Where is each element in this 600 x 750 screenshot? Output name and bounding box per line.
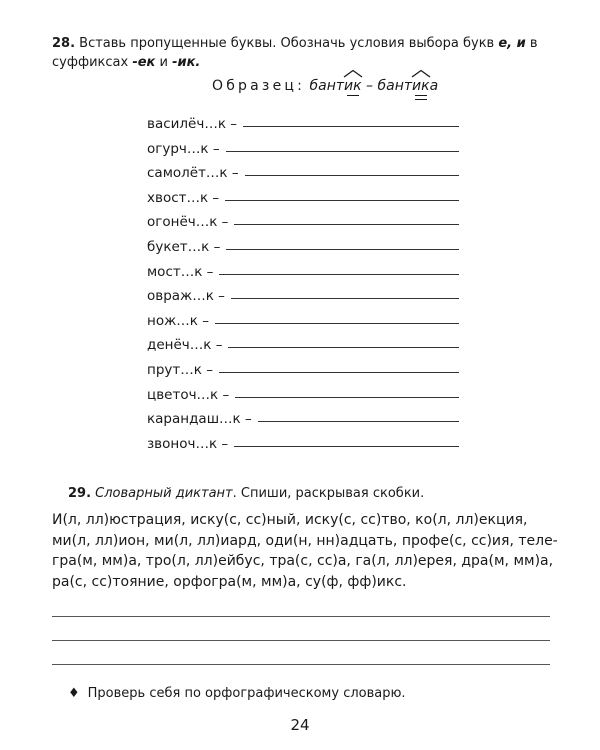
writing-line-2[interactable] [52, 640, 550, 641]
word-row-10 [147, 333, 459, 353]
writing-line-3[interactable] [52, 664, 550, 665]
sample-word-2-suffix: ик [412, 78, 430, 94]
answer-line[interactable] [234, 223, 459, 225]
word-row-4 [147, 186, 459, 206]
word-prompt: нож…к – [147, 313, 209, 329]
instruction-text-start: Вставь пропущенные буквы. Обозначь условия выбора букв [75, 36, 499, 51]
sample-word-2-suffix-mark [412, 78, 430, 94]
page-number: 24 [290, 716, 310, 734]
word-row-12 [147, 383, 459, 403]
instruction-text-mid: в суффиксах [52, 36, 538, 70]
sample-word-1 [309, 78, 361, 94]
answer-line[interactable] [219, 273, 459, 275]
sample-word-1-stem: бант [309, 78, 345, 94]
word-row-3 [147, 161, 459, 181]
task-28-number: 28. [52, 36, 76, 51]
self-check-note [68, 686, 406, 701]
task-29-title-italic: Словарный диктант [91, 486, 233, 501]
task-28-instruction [52, 34, 562, 72]
answer-line[interactable] [219, 371, 459, 373]
note-text: Проверь себя по орфографическому словарю. [87, 686, 406, 701]
word-prompt: самолёт…к – [147, 165, 239, 181]
answer-line[interactable] [245, 174, 459, 176]
word-prompt: огурч…к – [147, 141, 220, 157]
answer-line[interactable] [258, 420, 459, 422]
answer-line[interactable] [235, 396, 459, 398]
word-prompt: мост…к – [147, 264, 214, 280]
double-underline-mark [415, 95, 427, 100]
sample-dash: – [361, 78, 378, 94]
word-prompt: прут…к – [147, 362, 213, 378]
answer-line[interactable] [226, 248, 459, 250]
word-row-13 [147, 407, 459, 427]
answer-line[interactable] [228, 346, 459, 348]
word-row-1 [147, 112, 459, 132]
word-prompt: василёч…к – [147, 116, 238, 132]
word-row-8 [147, 284, 459, 304]
writing-line-1[interactable] [52, 616, 550, 617]
word-row-6 [147, 235, 459, 255]
suffix-arc-icon [343, 69, 363, 78]
letters-e-i: е, и [498, 36, 526, 51]
word-row-9 [147, 309, 459, 329]
word-row-2 [147, 137, 459, 157]
sample-word-1-suffix: ик [344, 78, 362, 94]
sample-word-2 [377, 78, 438, 94]
answer-line[interactable] [226, 150, 459, 152]
instruction-and: и [155, 55, 173, 70]
task-29-number: 29. [68, 486, 92, 501]
task-29-title [68, 486, 424, 501]
answer-line[interactable] [243, 125, 459, 127]
suffix-arc-icon [411, 69, 431, 78]
word-prompt: огонёч…к – [147, 214, 229, 230]
word-prompt: карандаш…к – [147, 411, 252, 427]
word-row-5 [147, 210, 459, 230]
word-row-7 [147, 260, 459, 280]
sample-word-2-ending: а [429, 78, 439, 94]
word-prompt: букет…к – [147, 239, 221, 255]
sample-word-1-suffix-mark [344, 78, 362, 94]
word-prompt: звоноч…к – [147, 436, 229, 452]
single-underline-mark [347, 95, 359, 97]
sample-word-2-stem: бант [377, 78, 413, 94]
suffix-ek: -ек [132, 55, 156, 70]
word-prompt: цветоч…к – [147, 387, 230, 403]
diamond-icon: ♦ [68, 686, 80, 701]
sample-example [212, 78, 438, 94]
word-row-14 [147, 432, 459, 452]
word-prompt: хвост…к – [147, 190, 220, 206]
suffix-ik: -ик. [172, 55, 201, 70]
dictation-text: И(л, лл)юстрация, иску(с, сс)ный, иску(с, сс)тво, ко(л, лл)екция, ми(л, лл)ион, ми(л, лл)иард, оди(н, нн)адцать, профе(с, сс)ия, теле-гра(м, мм)а, тро(л, лл)ейбус, тра(с, сс)а, га(л, лл)ерея, дра(м, мм)а, ра(с, сс)тояние, орфогра(м, мм)а, су(ф, фф)икс. [52, 512, 558, 590]
answer-line[interactable] [225, 199, 459, 201]
word-prompt: овраж…к – [147, 288, 225, 304]
task-29-title-rest: . Спиши, раскрывая скобки. [232, 486, 425, 501]
answer-line[interactable] [215, 322, 459, 324]
answer-line[interactable] [234, 445, 459, 447]
sample-label: Образец: [212, 78, 306, 94]
word-prompt: денёч…к – [147, 337, 223, 353]
answer-line[interactable] [231, 297, 459, 299]
word-row-11 [147, 358, 459, 378]
